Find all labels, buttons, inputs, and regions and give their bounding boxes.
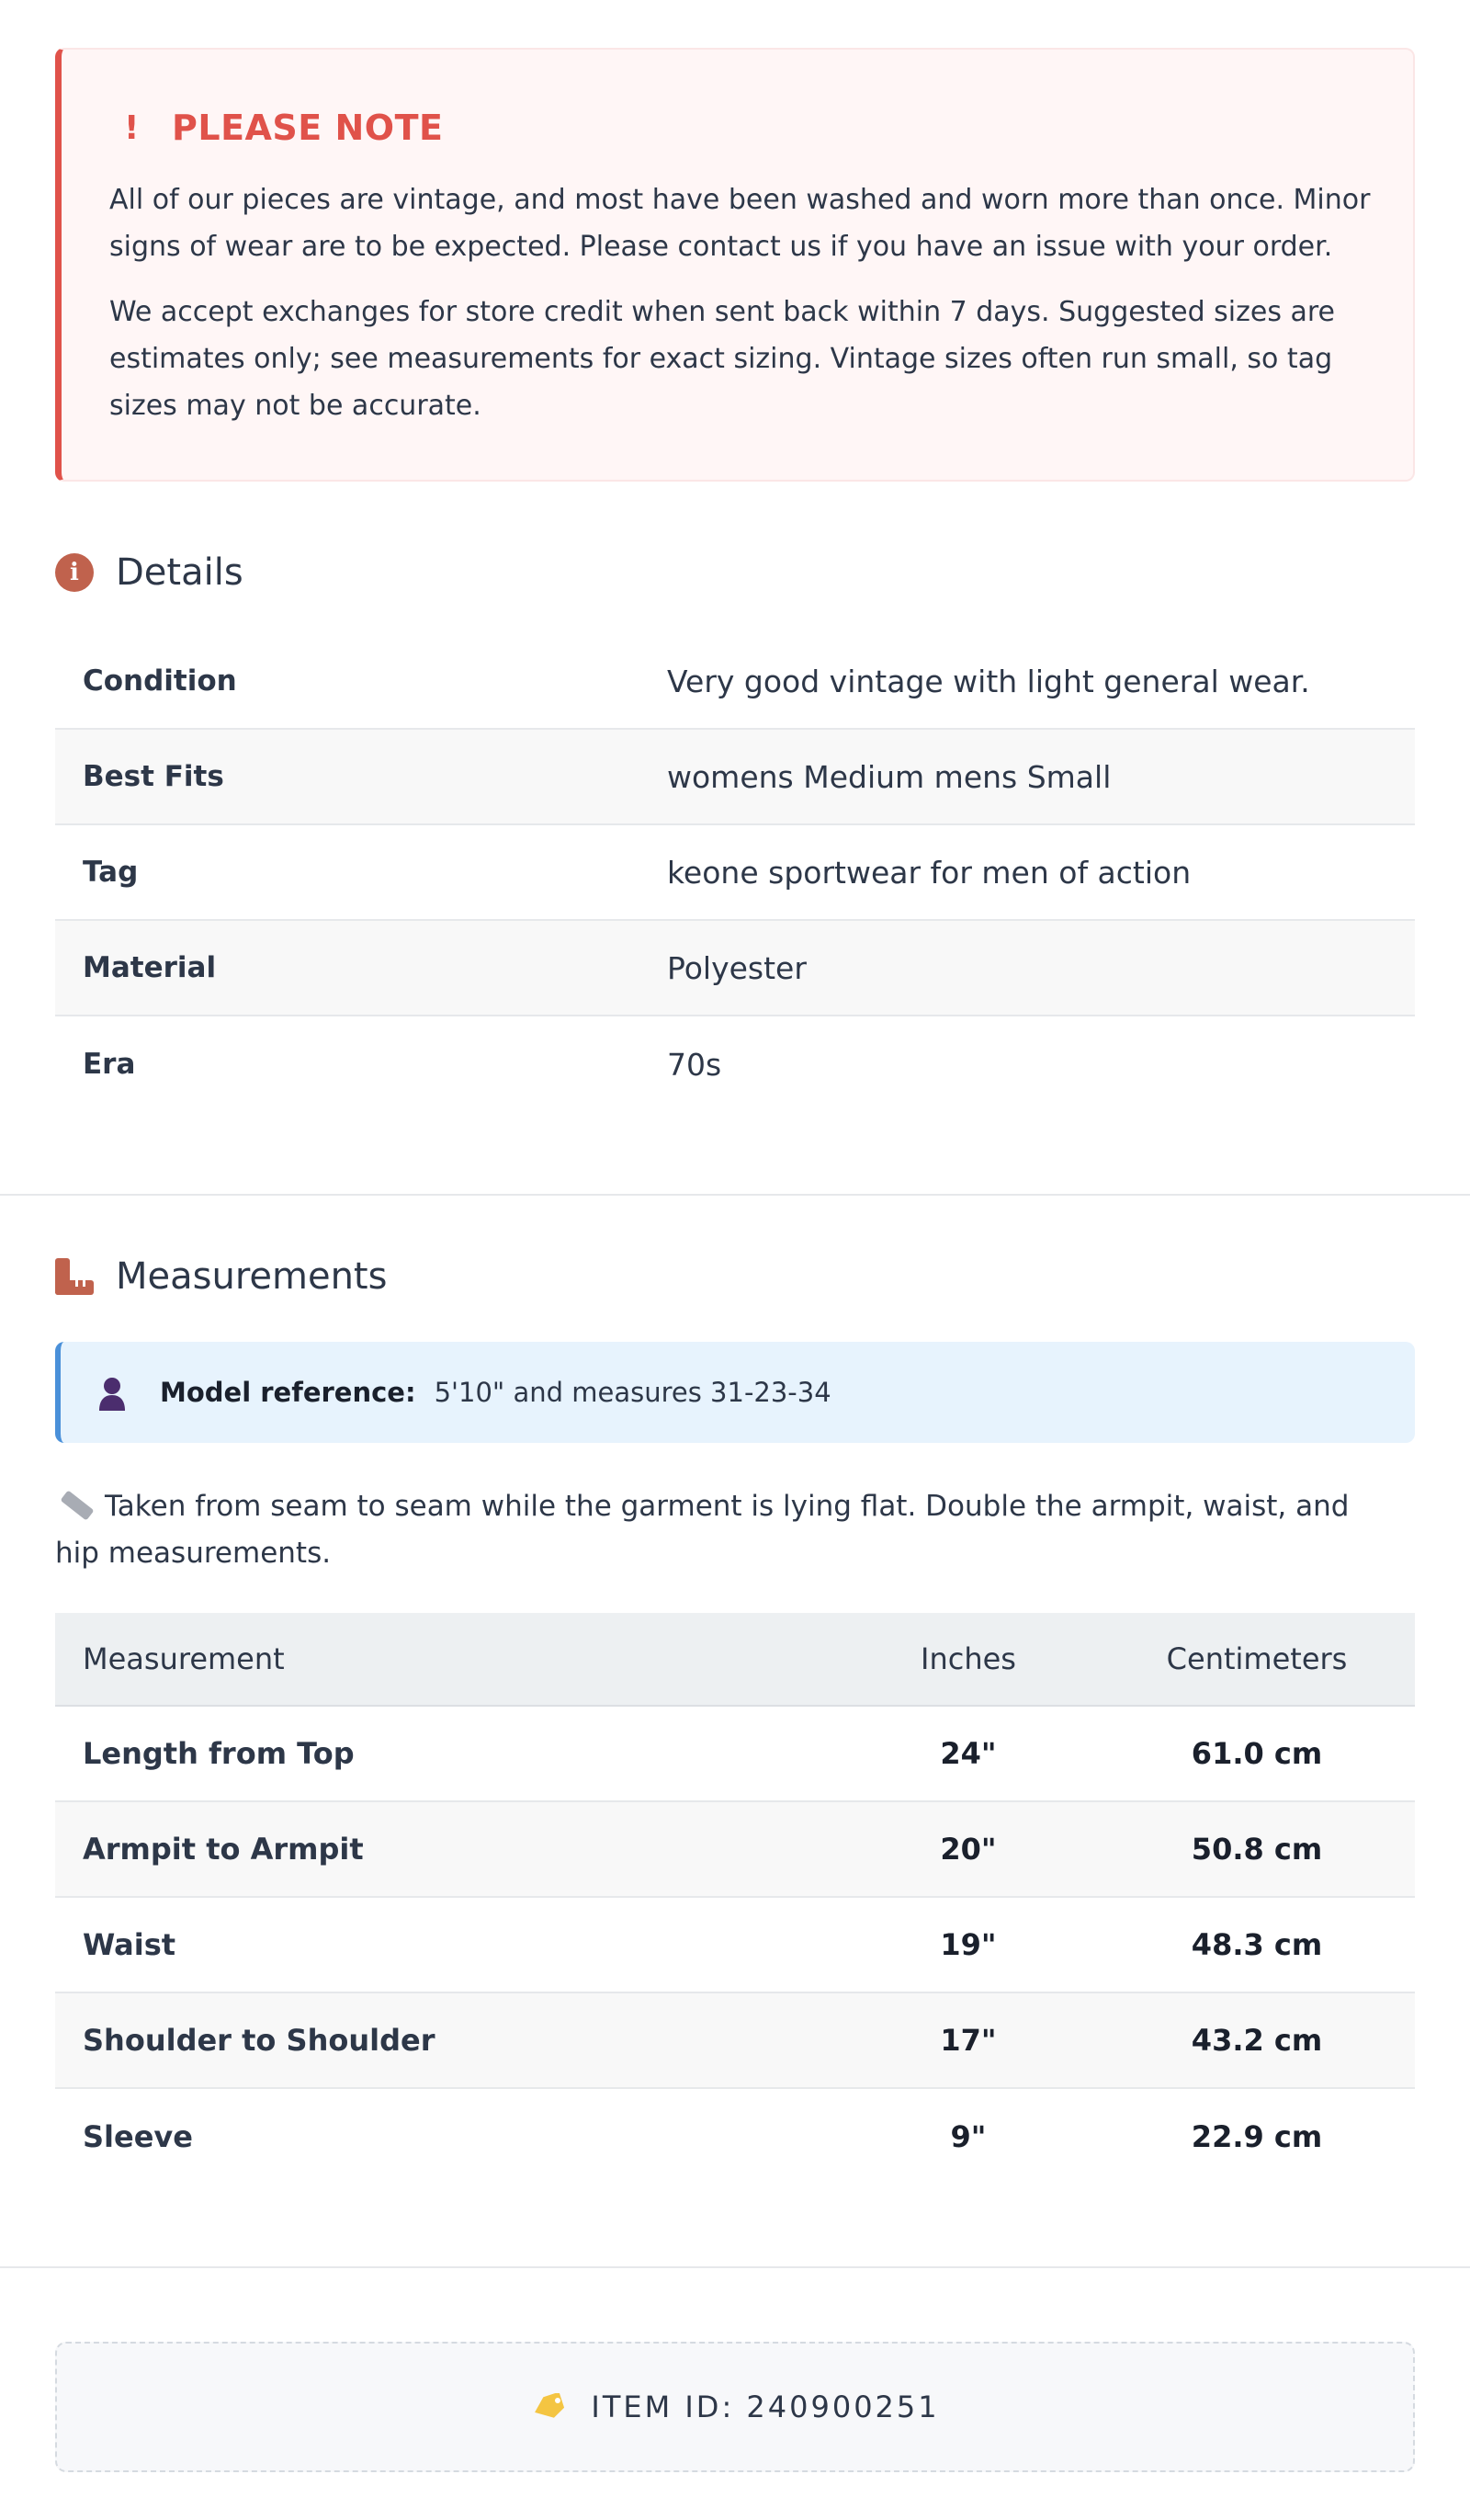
detail-value: Polyester (667, 949, 807, 986)
details-title: Details (116, 551, 243, 594)
details-header (55, 550, 243, 596)
table-header (55, 1613, 1415, 1707)
table-row (55, 1707, 1415, 1802)
notice-title: PLEASE NOTE (172, 108, 444, 148)
detail-value: Very good vintage with light general wear. (667, 663, 1310, 699)
measurement-inches: 24" (940, 1736, 997, 1771)
section-divider (0, 1194, 1470, 1196)
measurement-cm: 50.8 cm (1191, 1832, 1323, 1867)
table-row (55, 1016, 1415, 1112)
model-reference-label: Model reference: (160, 1377, 416, 1408)
measurement-note (55, 1483, 1387, 1577)
measurement-name: Sleeve (83, 2119, 193, 2154)
detail-value: 70s (667, 1046, 722, 1083)
info-icon: i (55, 553, 94, 592)
details-table (55, 634, 1415, 1112)
table-row (55, 2089, 1415, 2185)
notice-paragraph-2: We accept exchanges for store credit when sent back within 7 days. Suggested sizes are estimates only; see measurements for exact sizing. Vintage sizes often run small, so tag sizes may not be accurate. (109, 296, 1336, 422)
detail-label: Tag (83, 856, 139, 889)
measurements-table (55, 1613, 1415, 2185)
detail-value: keone sportwear for men of action (667, 854, 1192, 891)
column-header: Inches (921, 1641, 1016, 1676)
detail-label: Best Fits (83, 760, 224, 793)
measurement-name: Armpit to Armpit (83, 1832, 364, 1867)
measurement-note-text: Taken from seam to seam while the garment is lying flat. Double the armpit, waist, and hip measurements. (55, 1490, 1350, 1570)
table-row (55, 825, 1415, 921)
item-id: ITEM ID: 240900251 (591, 2389, 940, 2424)
table-row (55, 634, 1415, 730)
person-icon (97, 1374, 160, 1411)
table-row (55, 1993, 1415, 2089)
column-header: Centimeters (1166, 1641, 1348, 1676)
ruler-icon (55, 1258, 94, 1295)
measurement-inches: 9" (950, 2119, 987, 2154)
detail-label: Condition (83, 664, 237, 698)
notice-paragraph-1: All of our pieces are vintage, and most have been washed and worn more than once. Minor signs of wear are to be expected. Please contact us if you have an issue with your order. (109, 184, 1371, 263)
column-header: Measurement (83, 1641, 285, 1676)
measurement-inches: 20" (940, 1832, 997, 1867)
notice-header (109, 105, 1413, 151)
table-row (55, 730, 1415, 825)
measurement-cm: 22.9 cm (1191, 2119, 1323, 2154)
detail-label: Era (83, 1048, 136, 1081)
ruler-pencil-icon (61, 1490, 95, 1520)
tag-icon (530, 2393, 591, 2421)
measurements-title: Measurements (116, 1255, 388, 1298)
measurement-name: Length from Top (83, 1736, 355, 1771)
measurements-header (55, 1254, 387, 1300)
model-reference-value: 5'10" and measures 31-23-34 (434, 1377, 831, 1408)
measurement-cm: 43.2 cm (1191, 2023, 1323, 2058)
measurement-name: Shoulder to Shoulder (83, 2023, 435, 2058)
exclamation-icon: ! (124, 108, 140, 147)
measurement-cm: 61.0 cm (1191, 1736, 1323, 1771)
measurement-inches: 19" (940, 1927, 997, 1962)
notice-box (55, 48, 1415, 482)
measurement-name: Waist (83, 1927, 176, 1962)
section-divider (0, 2266, 1470, 2268)
measurement-inches: 17" (940, 2023, 997, 2058)
table-row (55, 1898, 1415, 1993)
detail-label: Material (83, 951, 217, 984)
detail-value: womens Medium mens Small (667, 758, 1112, 795)
table-row (55, 921, 1415, 1016)
table-row (55, 1802, 1415, 1898)
measurement-cm: 48.3 cm (1191, 1927, 1323, 1962)
item-id-box (55, 2342, 1415, 2472)
model-reference-box (55, 1342, 1415, 1443)
